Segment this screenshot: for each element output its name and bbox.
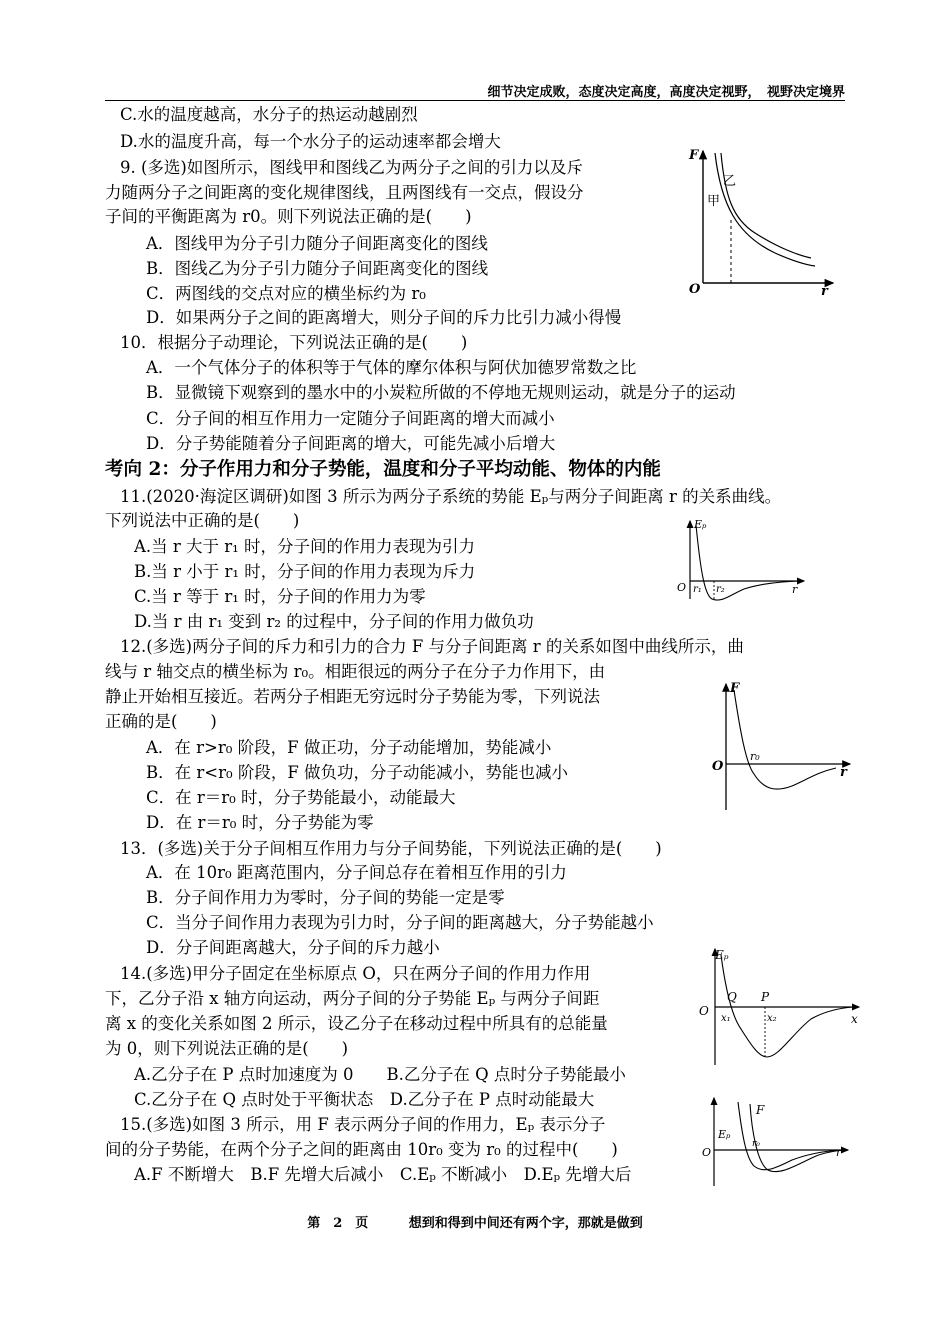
q10-option-c: C．分子间的相互作用力一定随分子间距离的增大而减小 [146, 409, 555, 428]
figure-q11-potential-curve [672, 515, 812, 605]
fig9-y-label: F [689, 148, 699, 163]
q12-stem-4: 正确的是( ) [105, 712, 217, 731]
q12-option-b: B．在 r<r₀ 阶段，F 做负功，分子动能减小，势能也减小 [146, 763, 569, 782]
q9-option-c: C．两图线的交点对应的横坐标约为 r₀ [146, 284, 426, 303]
q13-option-c: C．当分子间作用力表现为引力时，分子间的距离越大，分子势能越小 [146, 913, 654, 932]
fig14-origin: O [699, 1004, 709, 1018]
q9-option-b: B．图线乙为分子引力随分子间距离变化的图线 [146, 259, 489, 278]
q10-option-d: D．分子势能随着分子间距离的增大，可能先减小后增大 [146, 434, 556, 453]
q11-option-b: B.当 r 小于 r₁ 时，分子间的作用力表现为斥力 [134, 562, 476, 581]
fig14-y-label: Eₚ [715, 948, 729, 962]
q12-option-a: A．在 r>r₀ 阶段，F 做正功，分子动能增加，势能减小 [146, 738, 552, 757]
q11-option-d: D.当 r 由 r₁ 变到 r₂ 的过程中，分子间的作用力做负功 [134, 612, 534, 631]
q13-option-a: A．在 10r₀ 距离范围内，分子间总存在着相互作用的引力 [146, 863, 567, 882]
fig15-f-label: F [756, 1103, 765, 1117]
fig15-x-label: r [836, 1146, 842, 1159]
q14-stem-1: 14.(多选)甲分子固定在坐标原点 O，只在两分子间的作用力作用 [120, 964, 591, 983]
q13-stem: 13．(多选)关于分子间相互作用力与分子间势能，下列说法正确的是( ) [120, 839, 662, 858]
figure-q15-force-and-potential [702, 1094, 852, 1189]
page-header [105, 78, 845, 101]
q12-stem-2: 线与 r 轴交点的横坐标为 r₀。相距很远的两分子在分子力作用下，由 [105, 662, 606, 681]
q11-option-a: A.当 r 大于 r₁ 时，分子间的作用力表现为引力 [134, 537, 476, 556]
figure-q12-force-curve [710, 680, 855, 815]
fig11-r2: r₂ [716, 584, 725, 595]
q10-stem: 10．根据分子动理论，下列说法正确的是( ) [120, 333, 468, 352]
fig12-x-label: r [840, 765, 847, 780]
fig12-origin: O [712, 759, 724, 774]
q8-option-d: D.水的温度升高，每一个水分子的运动速率都会增大 [120, 132, 501, 151]
fig9-curve-jia: 甲 [707, 194, 721, 209]
q12-stem-3: 静止开始相互接近。若两分子相距无穷远时分子势能为零，下列说法 [105, 687, 600, 706]
q12-option-d: D．在 r＝r₀ 时，分子势能为零 [146, 813, 374, 832]
q13-option-d: D．分子间距离越大，分子间的斥力越小 [146, 938, 440, 957]
q11-stem-1: 11.(2020·海淀区调研)如图 3 所示为两分子系统的势能 Eₚ与两分子间距离 r 的关系曲线。 [120, 487, 782, 506]
q9-option-d: D．如果两分子之间的距离增大，则分子间的斥力比引力减小得慢 [146, 308, 622, 327]
header-motto: 细节决定成败，态度决定高度，高度决定视野， 视野决定境界 [487, 85, 845, 100]
fig14-point-p: P [761, 990, 770, 1004]
fig11-origin: O [677, 581, 687, 594]
section-heading: 考向 2：分子作用力和分子势能，温度和分子平均动能、物体的内能 [105, 459, 661, 480]
fig15-ep-label: Eₚ [718, 1128, 731, 1141]
q11-stem-2: 下列说法中正确的是( ) [105, 511, 300, 530]
q14-stem-4: 为 0，则下列说法正确的是( ) [105, 1039, 349, 1058]
fig9-curve-yi: 乙 [723, 174, 737, 189]
q14-options-ab: A.乙分子在 P 点时加速度为 0 B.乙分子在 Q 点时分子势能最小 [134, 1065, 626, 1084]
q9-stem-1: 9. (多选)如图所示，图线甲和图线乙为两分子之间的引力以及斥 [120, 158, 583, 177]
q15-stem-2: 间的分子势能，在两个分子之间的距离由 10r₀ 变为 r₀ 的过程中( ) [105, 1140, 618, 1159]
q8-option-c: C.水的温度越高，水分子的热运动越剧烈 [120, 105, 418, 124]
q14-stem-2: 下，乙分子沿 x 轴方向运动，两分子间的分子势能 Eₚ 与两分子间距 [105, 989, 600, 1008]
q15-stem-1: 15.(多选)如图 3 所示，用 F 表示两分子间的作用力，Eₚ 表示分子 [120, 1115, 606, 1134]
q9-stem-3: 子间的平衡距离为 r0。则下列说法正确的是( ) [105, 207, 472, 226]
fig15-origin: O [702, 1146, 712, 1159]
fig14-x2: x₂ [767, 1013, 777, 1024]
q14-options-cd: C.乙分子在 Q 点时处于平衡状态 D.乙分子在 P 点时动能最大 [134, 1090, 595, 1109]
fig11-y-label: Eₚ [694, 518, 707, 531]
fig15-r0: r₀ [752, 1139, 760, 1149]
q15-options: A.F 不断增大 B.F 先增大后减小 C.Eₚ 不断减小 D.Eₚ 先增大后 [134, 1165, 632, 1184]
fig14-x1: x₁ [721, 1013, 731, 1024]
q9-option-a: A．图线甲为分子引力随分子间距离变化的图线 [146, 234, 488, 253]
q13-option-b: B．分子间作用力为零时，分子间的势能一定是零 [146, 888, 505, 907]
figure-q14-potential-curve [693, 945, 863, 1070]
q12-stem-1: 12.(多选)两分子间的斥力和引力的合力 F 与分子间距离 r 的关系如图中曲线所示，曲 [120, 637, 744, 656]
footer-motto: 想到和得到中间还有两个字，那就是做到 [408, 1216, 643, 1231]
q9-stem-2: 力随两分子之间距离的变化规律图线，且两图线有一交点，假设分 [105, 183, 584, 202]
page-number: 第 2 页 [307, 1216, 369, 1231]
fig14-x-label: x [851, 1012, 858, 1026]
q10-option-a: A．一个气体分子的体积等于气体的摩尔体积与阿伏加德罗常数之比 [146, 358, 637, 377]
figure-q9-force-curves [685, 145, 840, 299]
fig9-origin: O [689, 282, 701, 297]
q11-option-c: C.当 r 等于 r₁ 时，分子间的作用力为零 [134, 587, 426, 606]
fig11-x-label: r [792, 583, 798, 596]
q10-option-b: B．显微镜下观察到的墨水中的小炭粒所做的不停地无规则运动，就是分子的运动 [146, 383, 736, 402]
fig9-x-label: r [821, 284, 828, 299]
q14-stem-3: 离 x 的变化关系如图 2 所示，设乙分子在移动过程中所具有的总能量 [105, 1014, 608, 1033]
fig12-y-label: F [730, 681, 740, 696]
fig14-point-q: Q [727, 990, 737, 1004]
page-footer [0, 1212, 950, 1231]
q12-option-c: C．在 r＝r₀ 时，分子势能最小，动能最大 [146, 788, 456, 807]
fig12-r0: r₀ [750, 750, 760, 763]
fig11-r1: r₁ [693, 584, 702, 595]
